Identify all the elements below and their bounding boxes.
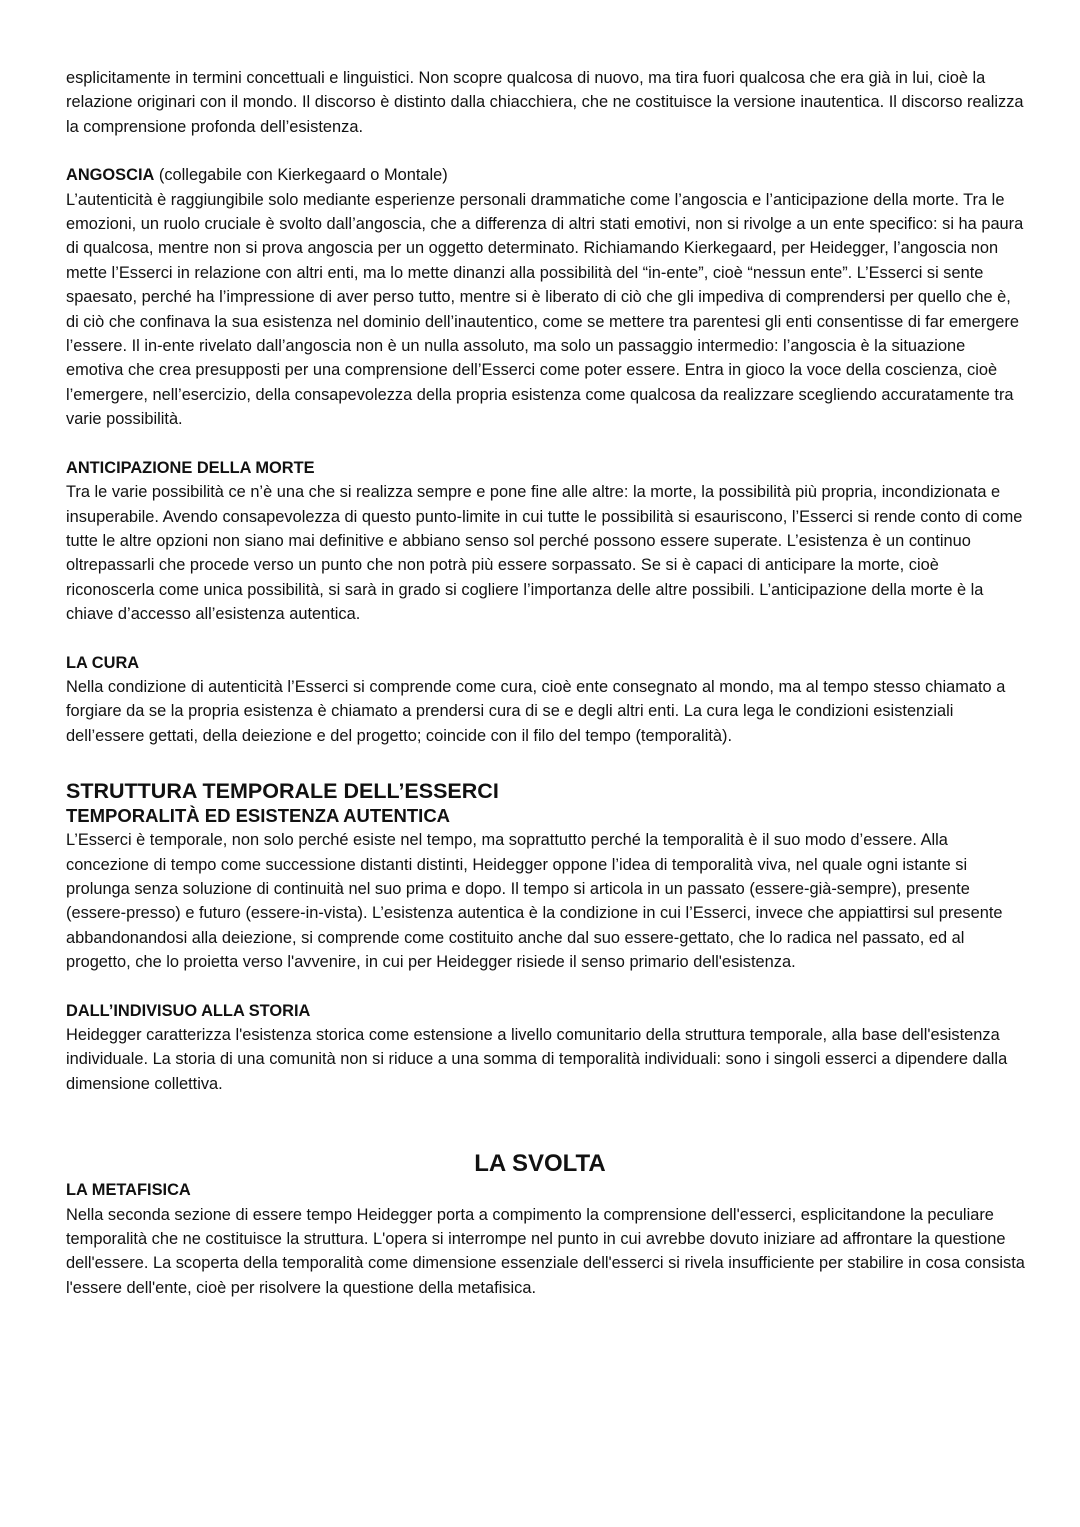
section-paragraph: L’Esserci è temporale, non solo perché esiste nel tempo, ma soprattutto perché la temporalità è il suo modo d’essere. Alla concezione di tempo come successione distanti distinti, Heidegger oppone l’idea di temporalità viva, nel quale ogni istante si prolunga senza soluzione di continuità nel suo prima e dopo. Il tempo si articola in un passato (essere-già-sempre), presente (essere-presso) e futuro (essere-in-vista). L’esistenza autentica è la condizione in cui l’Esserci, invece che appiattirsi sul presente abbandonandosi alla deiezione, si comprende come costituito anche dal suo essere-gettato, che lo radica nel passato, ed al progetto, che lo proietta verso l'avvenire, in cui per Heidegger risiede il senso primario dell'esistenza. [66,831,1003,972]
section-svolta [66,1150,1026,1300]
section-title-note: (collegabile con Kierkegaard o Montale) [154,166,448,185]
section-anticipazione [66,456,1026,627]
section-paragraph: L’autenticità è raggiungibile solo mediante esperienze personali drammatiche come l’angoscia e l’anticipazione della morte. Tra le emozioni, un ruolo cruciale è svolto dall’angoscia, che a differenza di altri stati emotivi, non si rivolge a un ente specifico: si ha paura di qualcosa, mentre non si prova angoscia per un oggetto determinato. Richiamando Kierkegaard, per Heidegger, l’angoscia non mette l’Esserci in relazione con altri enti, ma lo mette dinanzi alla possibilità del “in-ente”, cioè “nessun ente”. L’Esserci si sente spaesato, perché ha l’impressione di aver perso tutto, mentre si è liberato di ciò che gli impediva di comprendersi per quello che è, di ciò che confinava la sua esistenza nel dominio dell’inautentico, come se mettere tra parentesi gli enti consentisse di far emergere l’essere. Il in-ente rivelato dall’angoscia non è un nulla assoluto, ma solo un passaggio intermedio: l’angoscia è la situazione emotiva che crea presupposti per una comprensione dell’Esserci come poter essere. Entra in gioco la voce della coscienza, cioè l’emergere, nell’esercizio, della consapevolezza della propria esistenza come qualcosa da realizzare scegliendo accuratamente tra varie possibilità. [66,190,1024,429]
section-cura [66,651,1026,749]
section-title: LA CURA [66,653,140,672]
section-title [66,163,1026,187]
intro-paragraph: esplicitamente in termini concettuali e linguistici. Non scopre qualcosa di nuovo, ma tira fuori qualcosa che era già in lui, cioè la relazione originari con il mondo. Il discorso è distinto dalla chiacchiera, che ne costituisce la versione inautentica. Il discorso realizza la comprensione profonda dell’esistenza. [66,69,1024,136]
section-paragraph: Tra le varie possibilità ce n’è una che si realizza sempre e pone fine alle altre: la morte, la possibilità più propria, incondizionata e insuperabile. Avendo consapevolezza di questo punto-limite in cui tutte le possibilità si esauriscono, l’Esserci si rende conto di come tutte le altre opzioni non siano mai definitive e abbiano senso sol perché possono essere superate. L’esistenza è un continuo oltrepassarli che procede verso un punto che non potrà più essere sorpassato. Se si è capaci di anticipare la morte, cioè riconoscerla come unica possibilità, si sarà in grado si cogliere l’importanza delle altre possibili. L’anticipazione della morte è la chiave d’accesso all’esistenza autentica. [66,483,1023,624]
section-angoscia [66,163,1026,431]
document-page [66,66,1026,1300]
chapter-heading-centered: LA SVOLTA [474,1150,606,1178]
section-struttura [66,778,1026,974]
section-paragraph: Heidegger caratterizza l'esistenza storica come estensione a livello comunitario della struttura temporale, alla base dell'esistenza individuale. La storia di una comunità non si riduce a una somma di temporalità individuali: sono i singoli esserci a dipendere dalla dimensione collettiva. [66,1026,1008,1093]
section-title: ANTICIPAZIONE DELLA MORTE [66,458,315,477]
section-title: DALL’INDIVISUO ALLA STORIA [66,1001,311,1020]
section-storia [66,999,1026,1097]
section-title: LA METAFISICA [66,1181,191,1200]
subsection-heading: TEMPORALITÀ ED ESISTENZA AUTENTICA [66,805,451,827]
section-paragraph: Nella condizione di autenticità l’Esserci si comprende come cura, cioè ente consegnato al mondo, ma al tempo stesso chiamato a forgiare da se la propria esistenza è chiamato a prendersi cura di se e degli altri enti. La cura lega le condizioni esistenziali dell’essere gettati, della deiezione e del progetto; coincide con il filo del tempo (temporalità). [66,677,1006,745]
section-title-text: ANGOSCIA [66,166,155,185]
chapter-heading: STRUTTURA TEMPORALE DELL’ESSERCI [66,779,499,804]
section-paragraph: Nella seconda sezione di essere tempo Heidegger porta a compimento la comprensione dell'esserci, esplicitandone la peculiare temporalità che ne costituisce la struttura. L'opera si interrompe nel punto in cui avrebbe dovuto iniziare ad affrontare la questione dell'essere. La scoperta della temporalità come dimensione essenziale dell'esserci si rivela insufficiente per stabilire in cosa consista l'essere dell'ente, cioè per risolvere la questione della metafisica. [66,1205,1025,1297]
